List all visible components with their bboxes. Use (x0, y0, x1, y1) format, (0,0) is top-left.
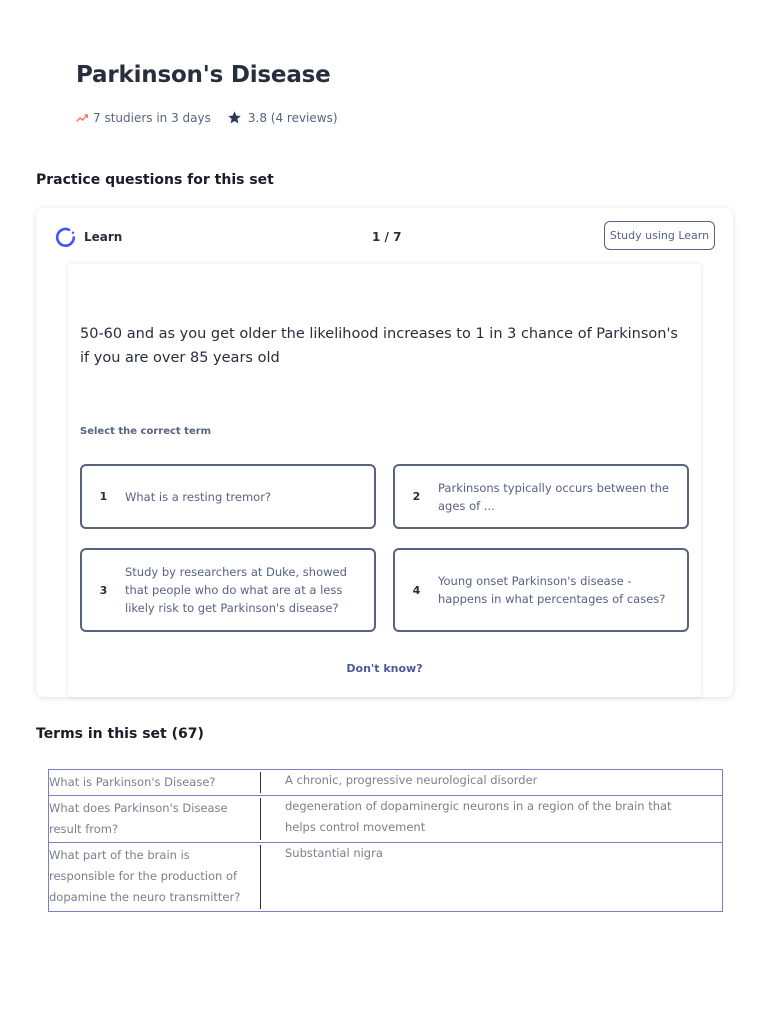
term-text: What part of the brain is responsible for the production of dopamine the neuro transmitter? (49, 845, 261, 909)
mode-label: Learn (84, 230, 123, 244)
star-icon (227, 110, 242, 125)
terms-table (48, 769, 723, 912)
learn-icon (55, 227, 76, 248)
term-row (49, 770, 722, 796)
set-title: Parkinson's Disease (76, 62, 331, 88)
question-panel (68, 264, 701, 697)
question-progress: 1 / 7 (372, 230, 402, 244)
card-header (36, 208, 733, 266)
option-number: 4 (412, 583, 421, 597)
studiers-count: 7 studiers in 3 days (93, 110, 211, 125)
option-text: What is a resting tremor? (125, 489, 272, 504)
option-number: 3 (99, 583, 108, 597)
trending-up-icon (76, 113, 88, 123)
question-text: 50-60 and as you get older the likelihood increases to 1 in 3 chance of Parkinson's if you are over 85 years old (80, 326, 678, 366)
answer-option-4[interactable] (393, 548, 689, 632)
definition-text: Substantial nigra (285, 846, 383, 860)
study-using-learn-button[interactable]: Study using Learn (604, 221, 715, 250)
practice-heading: Practice questions for this set (36, 172, 274, 188)
select-term-label: Select the correct term (80, 426, 212, 437)
set-meta (76, 110, 338, 125)
dont-know-link[interactable]: Don't know? (346, 662, 423, 675)
practice-card (36, 208, 733, 697)
option-text: Young onset Parkinson's disease - happens in what percentages of cases? (438, 574, 666, 606)
terms-heading: Terms in this set (67) (36, 726, 204, 742)
term-row (49, 796, 722, 843)
definition-text: degeneration of dopaminergic neurons in a region of the brain that helps control movement (285, 799, 672, 834)
term-text: What is Parkinson's Disease? (49, 772, 261, 793)
option-number: 2 (412, 490, 421, 503)
option-text: Parkinsons typically occurs between the ages of ... (438, 480, 669, 513)
option-text: Study by researchers at Duke, showed that people who do what are at a less likely risk to get Parkinson's disease? (125, 565, 347, 615)
term-text: What does Parkinson's Disease result from? (49, 798, 261, 840)
answer-option-1[interactable] (80, 464, 376, 529)
rating[interactable]: 3.8 (4 reviews) (247, 110, 338, 125)
option-number: 1 (99, 490, 108, 503)
answer-option-2[interactable] (393, 464, 689, 529)
term-row (49, 843, 722, 911)
definition-text: A chronic, progressive neurological disorder (285, 773, 538, 787)
answer-option-3[interactable] (80, 548, 376, 632)
